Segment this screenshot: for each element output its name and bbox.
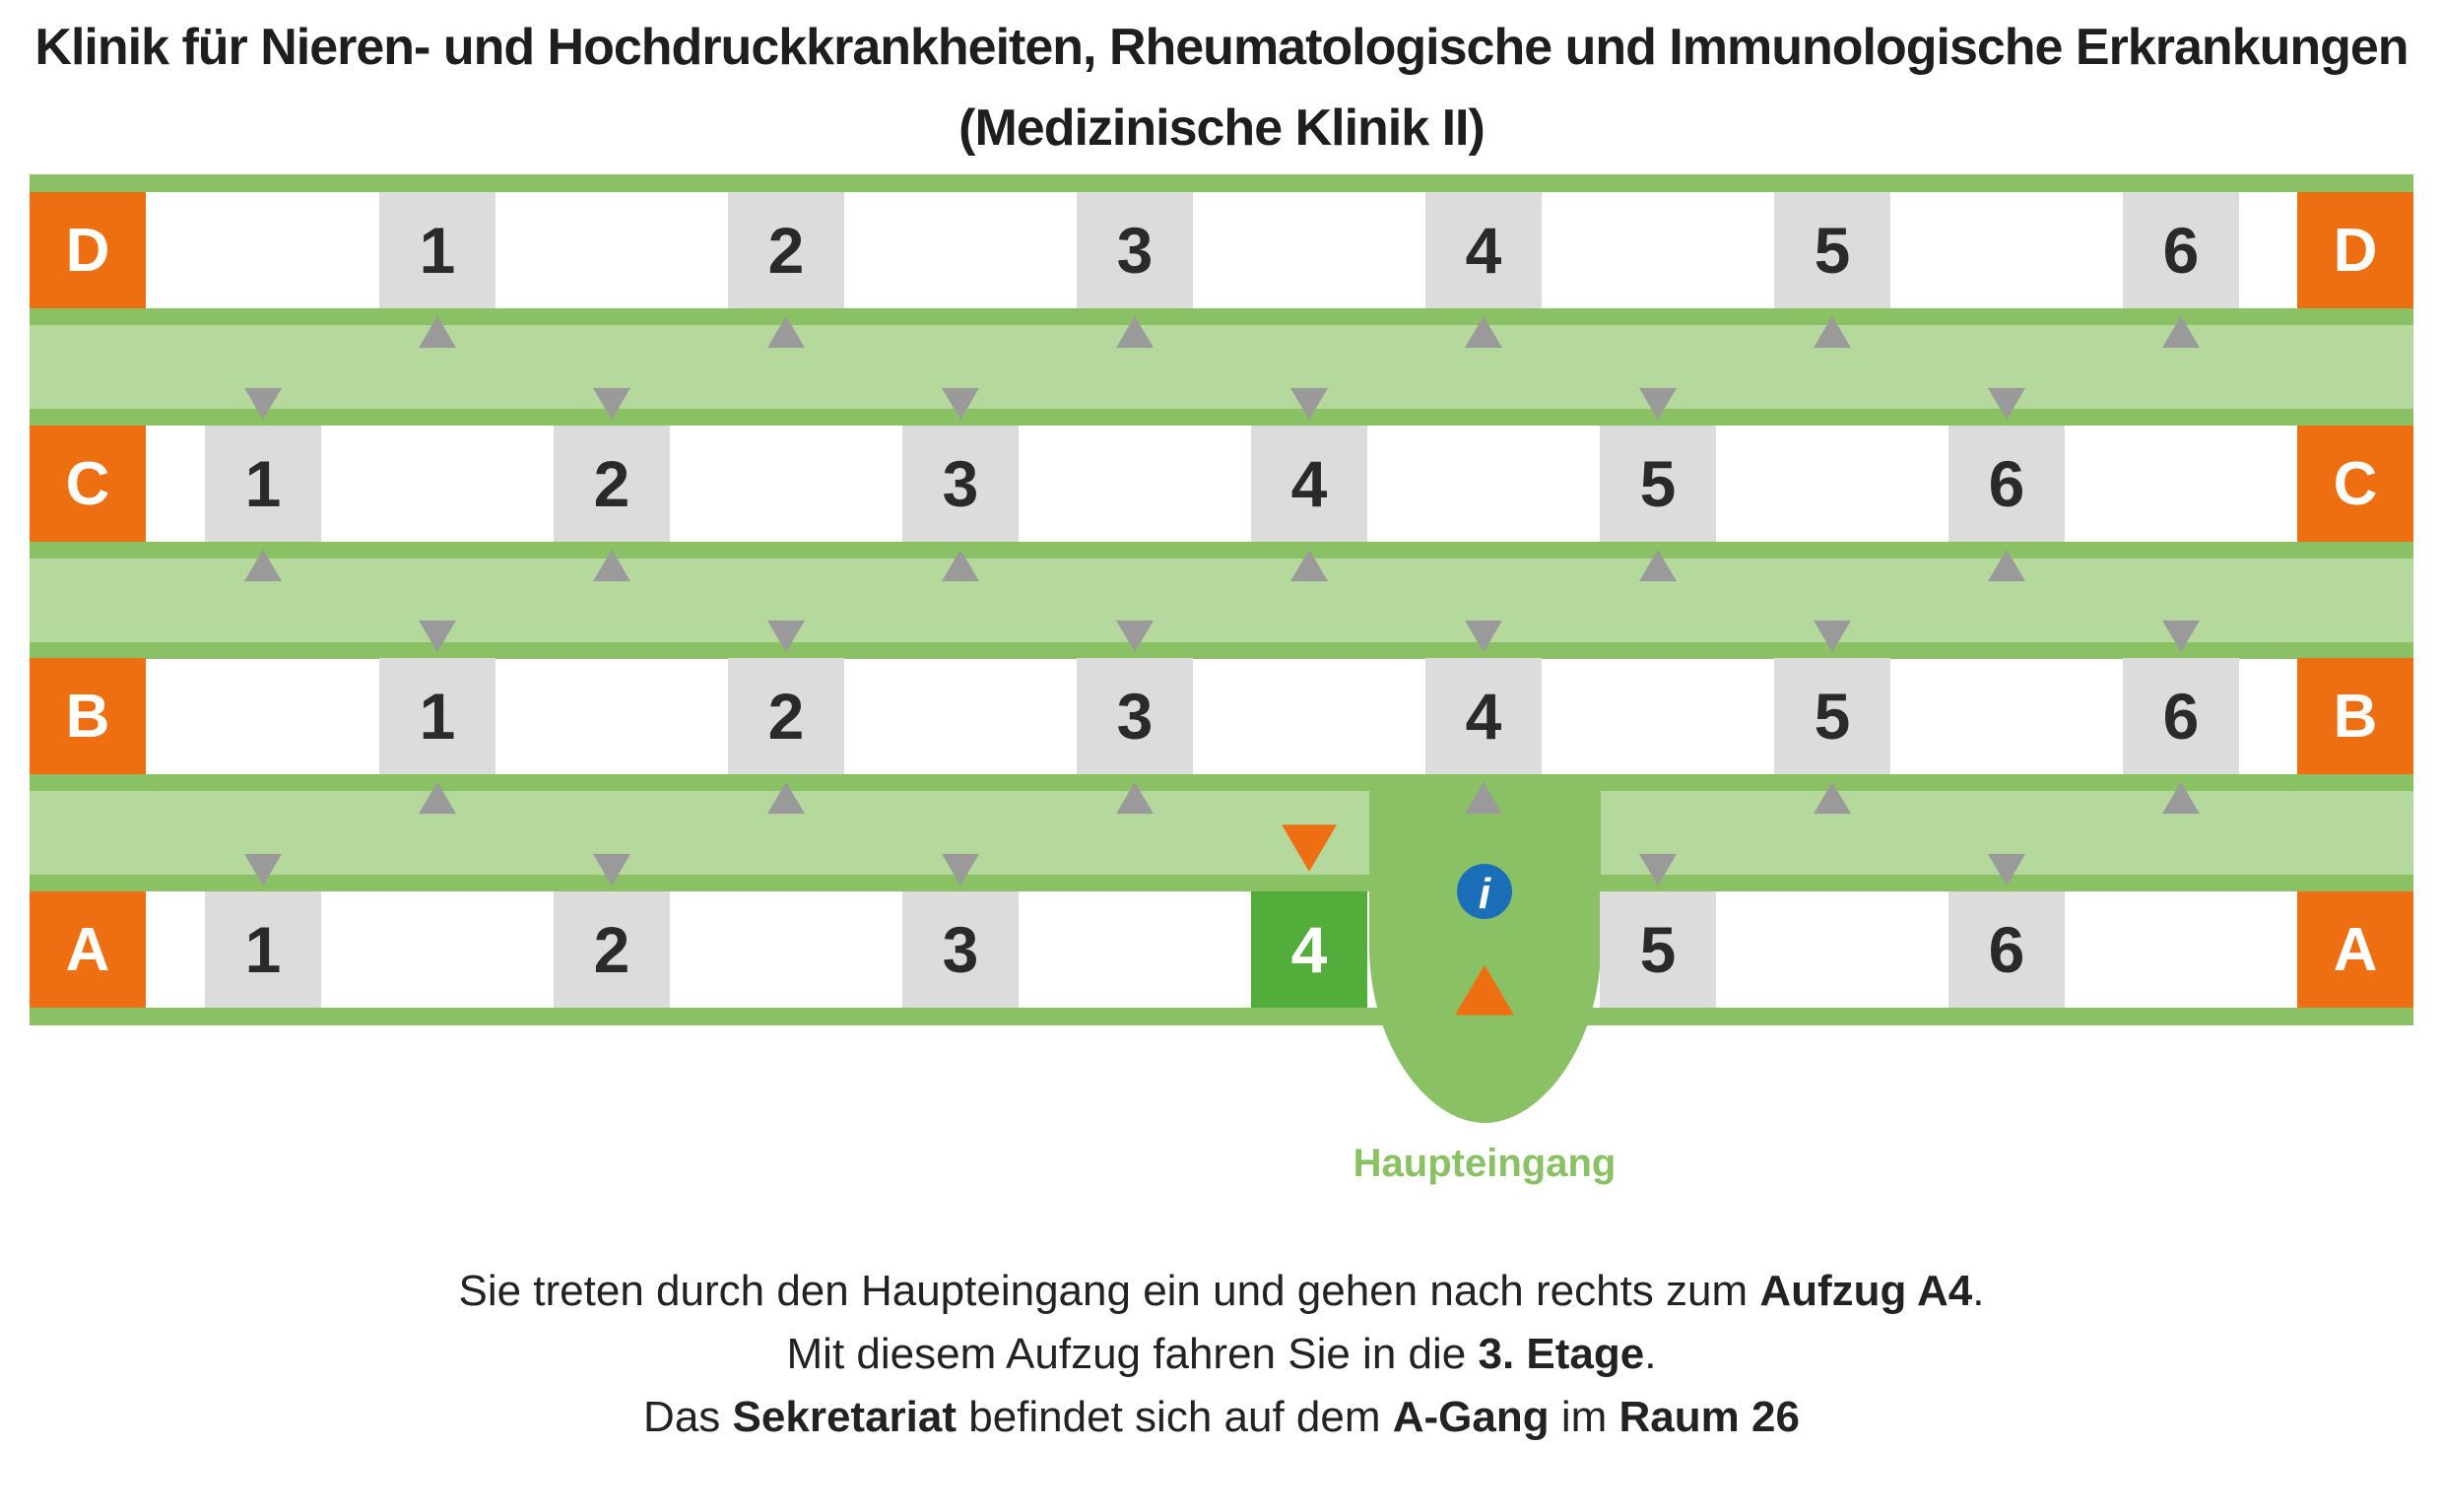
elevator-number: 3: [1116, 214, 1154, 287]
direction-text: Das: [643, 1393, 733, 1441]
elevator-number: 2: [593, 913, 630, 986]
elevator-number: 6: [1988, 447, 2025, 520]
clinic-subtitle: (Medizinische Klinik II): [958, 99, 1485, 157]
bottom-border: [30, 1008, 2413, 1025]
direction-text: im: [1549, 1393, 1619, 1441]
elevator-number: 1: [419, 214, 456, 287]
clinic-title: Klinik für Nieren- und Hochdruckkrankheiten, Rheumatologische und Immunologische Erkrankungen: [34, 19, 2409, 76]
wing-letter: A: [65, 916, 110, 984]
elevator-number: 6: [2162, 214, 2200, 287]
direction-highlight: Raum 26: [1618, 1393, 1800, 1441]
corridor-edge: [30, 409, 2413, 426]
direction-text: .: [1972, 1267, 1985, 1315]
direction-highlight: Aufzug A4: [1759, 1267, 1973, 1315]
elevator-number: 2: [593, 447, 630, 520]
direction-text: Mit diesem Aufzug fahren Sie in die: [786, 1330, 1479, 1378]
elevator-number: 3: [942, 913, 979, 986]
direction-highlight: 3. Etage: [1478, 1330, 1645, 1378]
corridor-edge: [30, 308, 2413, 325]
direction-highlight: A-Gang: [1392, 1393, 1550, 1441]
wing-letter: D: [2333, 217, 2378, 285]
elevator-number: 5: [1639, 913, 1677, 986]
direction-line-3: [0, 1393, 2443, 1442]
wing-letter: D: [65, 217, 110, 285]
corridor-2: [30, 542, 2413, 659]
wing-letter: B: [65, 683, 110, 751]
elevator-number: 1: [244, 447, 282, 520]
corridor-edge: [30, 642, 2413, 659]
corridor-1: [30, 308, 2413, 426]
elevator-number: 6: [2162, 680, 2200, 753]
wing-letter: B: [2333, 683, 2378, 751]
top-border: [30, 174, 2413, 192]
corridor-3: [30, 774, 2413, 891]
elevator-number: 2: [767, 680, 805, 753]
elevator-number: 1: [419, 680, 456, 753]
wing-letter: C: [65, 450, 110, 518]
elevator-number: 4: [1465, 680, 1502, 753]
elevator-number: 1: [244, 913, 282, 986]
info-icon-glyph: i: [1478, 870, 1491, 918]
elevator-number: 4: [1465, 214, 1502, 287]
elevator-number: 5: [1814, 680, 1851, 753]
entrance-label: Haupteingang: [1353, 1142, 1617, 1185]
elevator-number: 4: [1290, 913, 1328, 986]
elevator-number: 4: [1290, 447, 1328, 520]
elevator-number: 6: [1988, 913, 2025, 986]
direction-line-1: [0, 1267, 2443, 1316]
direction-text: befindet sich auf dem: [957, 1393, 1393, 1441]
elevator-number: 3: [942, 447, 979, 520]
corridor-edge: [30, 875, 2413, 891]
direction-line-2: [0, 1330, 2443, 1379]
direction-highlight: Sekretariat: [732, 1393, 957, 1441]
elevator-number: 5: [1639, 447, 1677, 520]
elevator-number: 3: [1116, 680, 1154, 753]
corridor-edge: [30, 542, 2413, 559]
wing-letter: A: [2333, 916, 2378, 984]
wing-letter: C: [2333, 450, 2378, 518]
corridor-edge: [30, 774, 2413, 791]
main-entrance-area: [1369, 788, 1601, 1123]
direction-text: .: [1644, 1330, 1657, 1378]
direction-text: Sie treten durch den Haupteingang ein und gehen nach rechts zum: [458, 1267, 1760, 1315]
elevator-number: 5: [1814, 214, 1851, 287]
elevator-number: 2: [767, 214, 805, 287]
